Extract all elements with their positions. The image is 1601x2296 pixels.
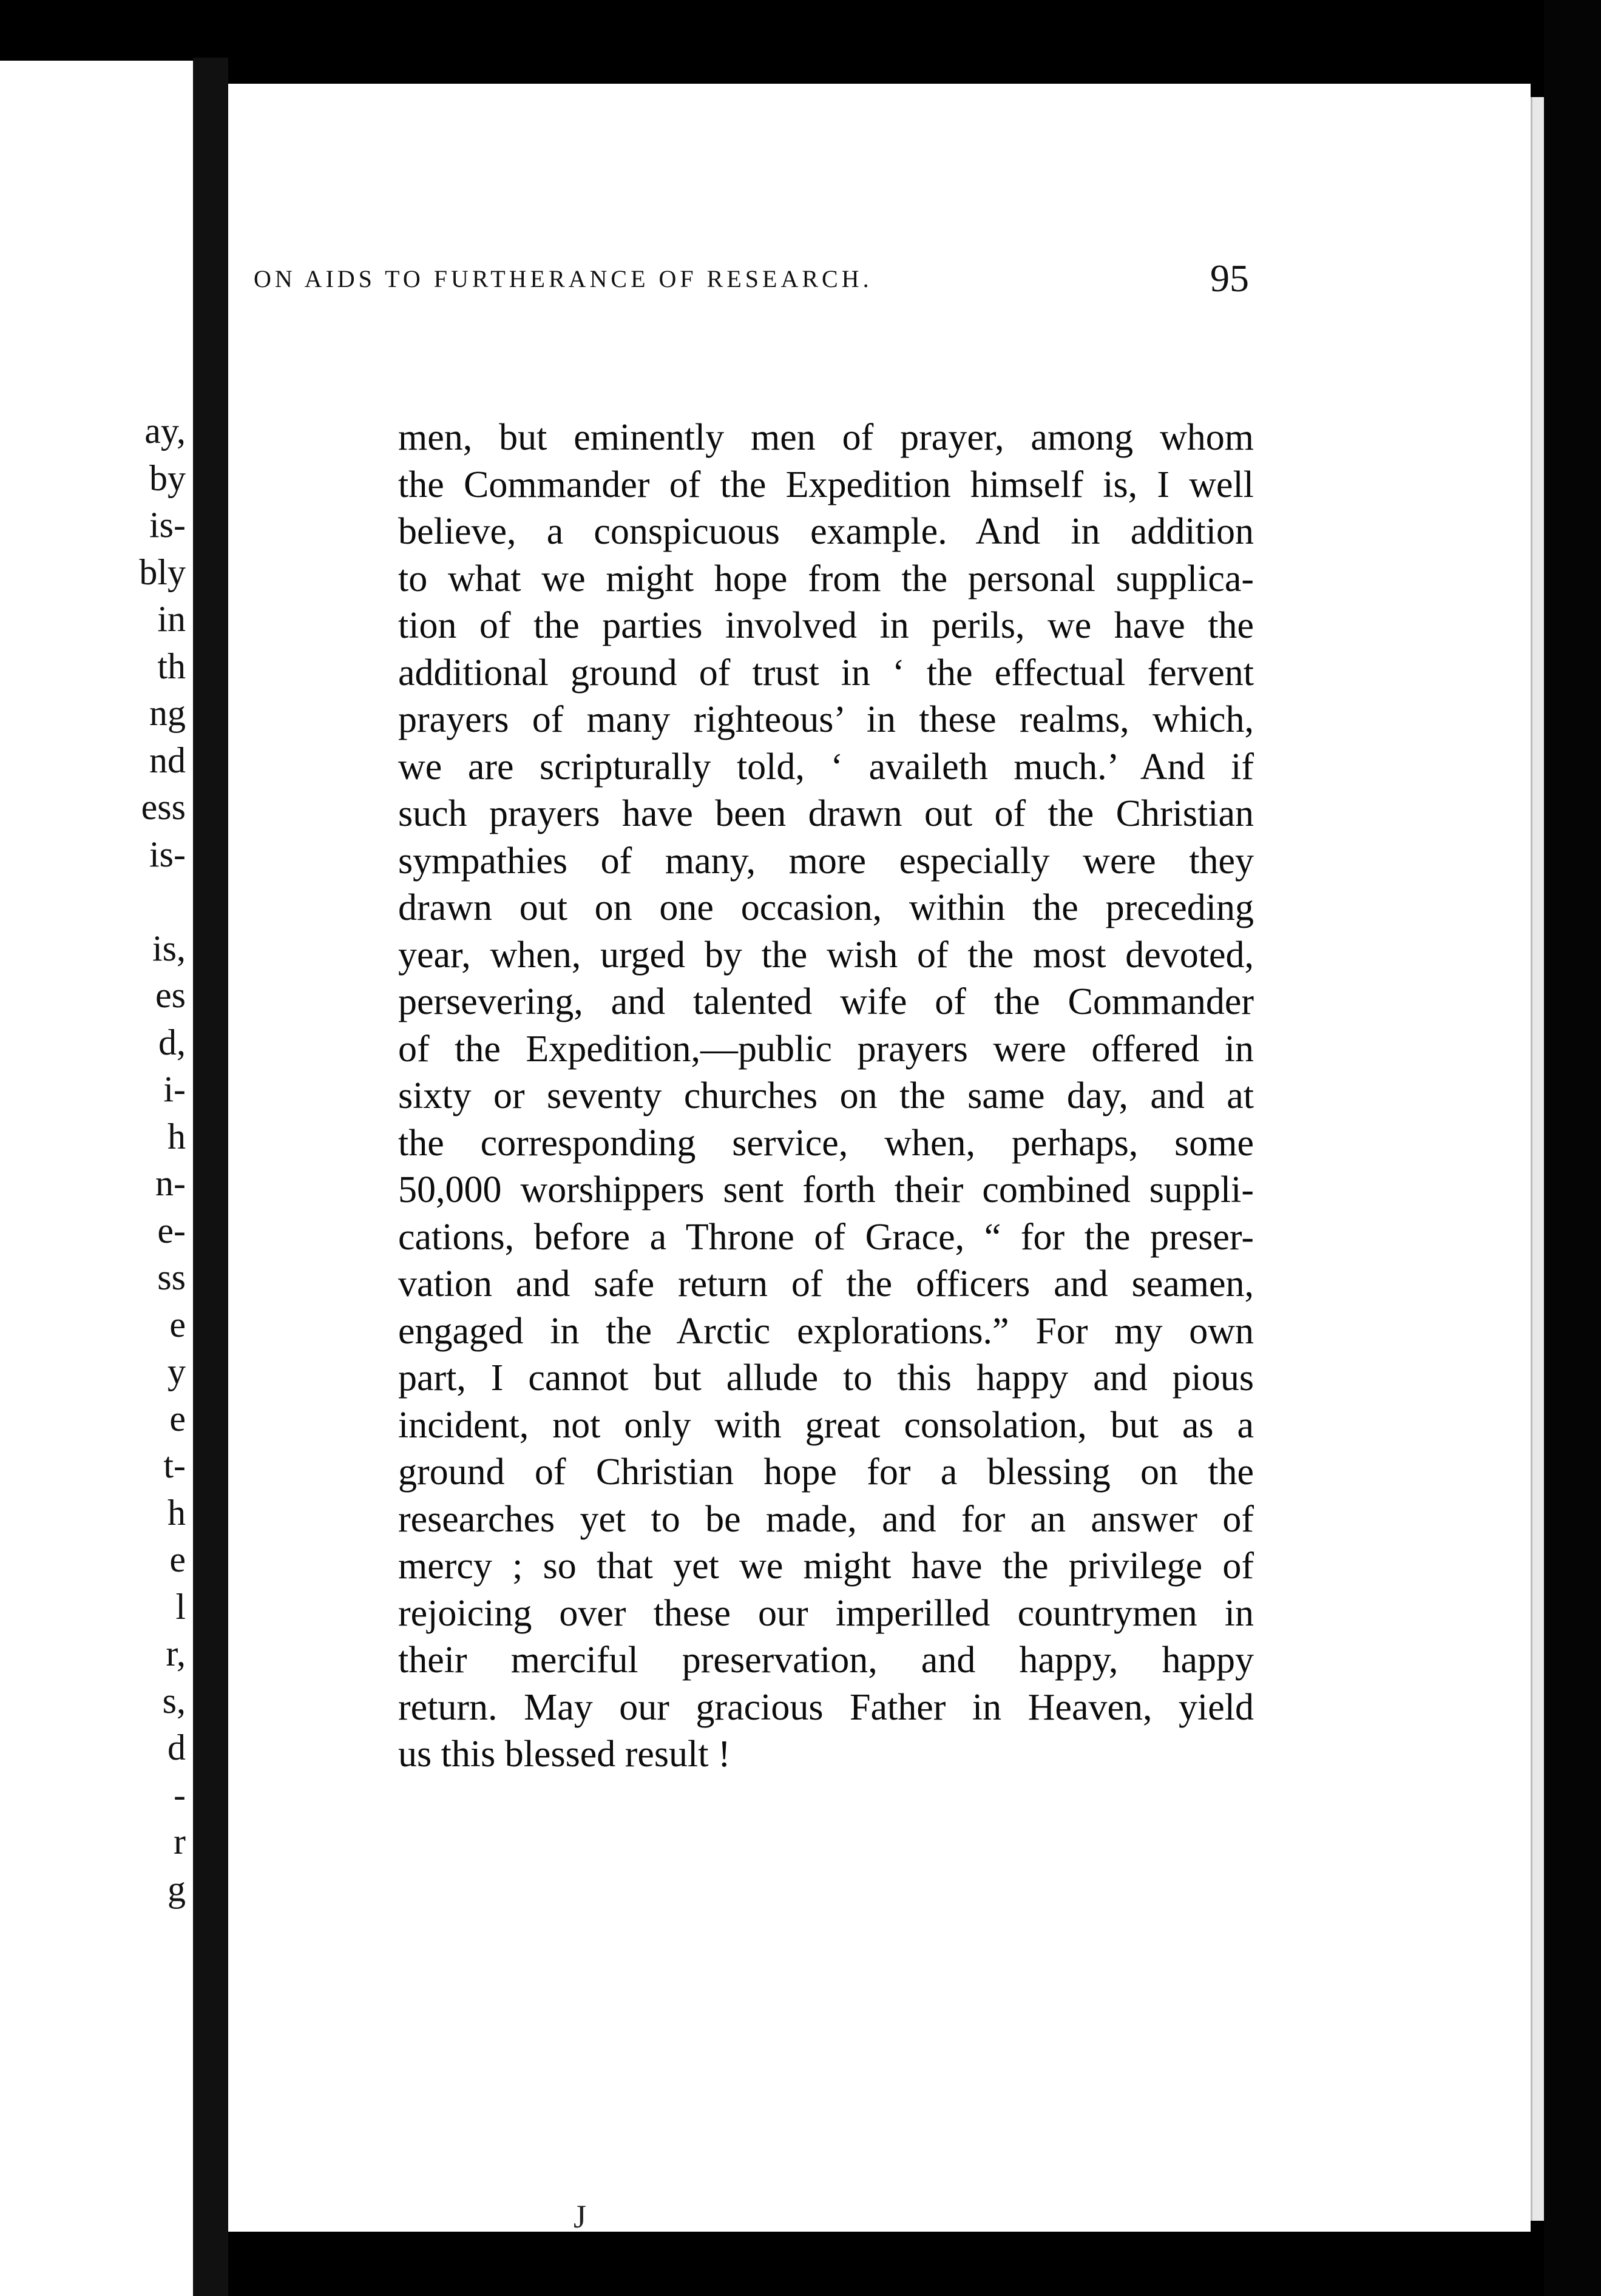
left-page-line: n- (155, 1163, 186, 1203)
left-page-line: g (168, 1868, 186, 1909)
text-line: us this blessed result ! (398, 1734, 731, 1775)
text-line: the Commander of the Expedition himself is, I well (398, 464, 1254, 505)
text-line: return. May our gracious Father in Heaven, yield (398, 1686, 1254, 1728)
text-line: year, when, urged by the wish of the most devoted, (398, 934, 1254, 976)
left-page-line: h (168, 1492, 186, 1533)
left-page-line: bly (139, 552, 186, 592)
text-line: persevering, and talented wife of the Commander (398, 981, 1254, 1022)
text-line: cations, before a Throne of Grace, “ for the preser- (398, 1216, 1254, 1258)
text-line: additional ground of trust in ‘ the effectual fervent (398, 652, 1254, 694)
left-page-line: is- (149, 505, 186, 545)
text-line: incident, not only with great consolation, but as a (398, 1404, 1254, 1446)
left-page-line: ng (149, 693, 186, 733)
left-page-line: ay, (144, 411, 186, 451)
page-number: 95 (1210, 257, 1249, 300)
running-title: ON AIDS TO FURTHERANCE OF RESEARCH. (254, 265, 873, 292)
text-line: vation and safe return of the officers and seamen, (398, 1263, 1254, 1305)
left-page-line: e (169, 1398, 186, 1439)
text-line: mercy ; so that yet we might have the privilege of (398, 1545, 1254, 1587)
signature-mark: J (574, 2198, 587, 2235)
text-line: engaged in the Arctic explorations.” For my own (398, 1310, 1254, 1352)
text-line: rejoicing over these our imperilled countrymen in (398, 1592, 1254, 1634)
left-page-line: e (169, 1539, 186, 1579)
left-page-line: ss (157, 1257, 186, 1297)
left-page-line: is- (149, 834, 186, 874)
left-page-line: r (174, 1822, 186, 1862)
left-page-line: in (157, 599, 186, 639)
left-page-line: - (174, 1774, 186, 1815)
text-line: part, I cannot but allude to this happy and pious (398, 1357, 1254, 1399)
text-line: men, but eminently men of prayer, among whom (398, 417, 1254, 458)
text-line: prayers of many righteous’ in these realms, which, (398, 699, 1254, 740)
text-line: drawn out on one occasion, within the preceding (398, 887, 1254, 928)
left-page-line: nd (149, 740, 186, 780)
left-page-line: h (168, 1116, 186, 1156)
left-page-line: es (155, 975, 186, 1015)
text-line: researches yet to be made, and for an answer of (398, 1498, 1254, 1540)
left-page-line: y (168, 1351, 186, 1391)
text-line: to what we might hope from the personal supplica- (398, 558, 1254, 599)
left-page-line: d (168, 1727, 186, 1768)
running-head (254, 256, 1249, 299)
text-line: the corresponding service, when, perhaps, some (398, 1122, 1254, 1164)
text-line: such prayers have been drawn out of the Christian (398, 793, 1254, 834)
text-line: tion of the parties involved in perils, we have the (398, 605, 1254, 646)
body-text (398, 414, 1254, 1778)
left-page-line: t- (163, 1445, 186, 1485)
text-line: sixty or seventy churches on the same day, and at (398, 1075, 1254, 1116)
left-page-line: l (175, 1586, 186, 1627)
text-line: ground of Christian hope for a blessing on the (398, 1451, 1254, 1493)
text-line: 50,000 worshippers sent forth their combined suppli- (398, 1169, 1254, 1210)
left-page-line: is, (152, 928, 186, 968)
text-line: we are scripturally told, ‘ availeth much.’ And if (398, 746, 1254, 788)
text-line: sympathies of many, more especially were they (398, 840, 1254, 882)
text-line: their merciful preservation, and happy, happy (398, 1639, 1254, 1681)
left-page-line: e (169, 1304, 186, 1345)
left-page-line: r, (166, 1633, 186, 1673)
text-line: of the Expedition,—public prayers were offered in (398, 1028, 1254, 1070)
text-line: believe, a conspicuous example. And in addition (398, 511, 1254, 552)
binding-gutter (193, 58, 228, 2296)
left-page-line: i- (163, 1069, 186, 1109)
left-page-line: s, (162, 1680, 186, 1721)
scan-background (1544, 0, 1601, 2296)
left-page-line: by (149, 458, 186, 498)
left-page-line: e- (157, 1210, 186, 1251)
left-page-line: th (157, 646, 186, 686)
left-page-line: d, (158, 1022, 186, 1062)
previous-page-fragment (0, 61, 193, 2296)
left-page-line: ess (141, 787, 186, 827)
